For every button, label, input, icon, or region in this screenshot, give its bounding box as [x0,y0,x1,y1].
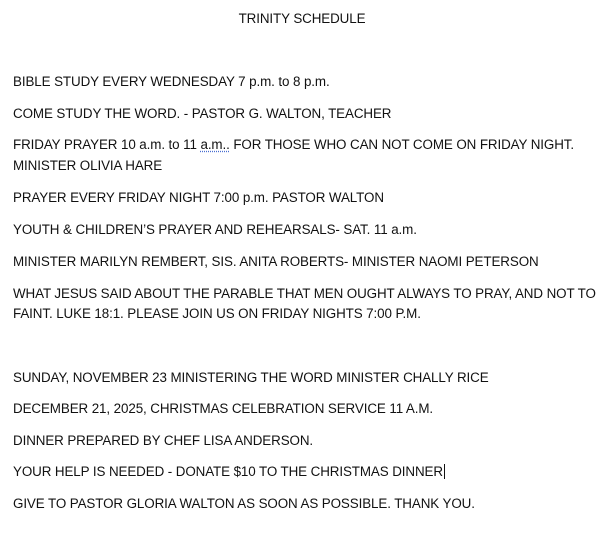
donate-text: YOUR HELP IS NEEDED - DONATE $10 TO THE CHRISTMAS DINNER [13,464,443,479]
dinner-line: DINNER PREPARED BY CHEF LISA ANDERSON. [13,433,314,448]
spellcheck-flag[interactable]: a.m.. [200,137,230,152]
document-title: TRINITY SCHEDULE [238,11,366,26]
donate-line [13,464,445,480]
parable-line: WHAT JESUS SAID ABOUT THE PARABLE THAT MEN OUGHT ALWAYS TO PRAY, AND NOT TO [13,286,596,301]
sunday-line: SUNDAY, NOVEMBER 23 MINISTERING THE WORD MINISTER CHALLY RICE [13,370,489,385]
text-cursor [444,464,445,479]
friday-prayer-line [13,137,574,153]
luke-line: FAINT. LUKE 18:1. PLEASE JOIN US ON FRIDAY NIGHTS 7:00 P.M. [13,306,421,321]
ministers-line: MINISTER MARILYN REMBERT, SIS. ANITA ROBERTS- MINISTER NAOMI PETERSON [13,254,539,269]
give-line: GIVE TO PASTOR GLORIA WALTON AS SOON AS POSSIBLE. THANK YOU. [13,496,475,511]
friday-night-prayer-line: PRAYER EVERY FRIDAY NIGHT 7:00 p.m. PASTOR WALTON [13,190,384,205]
minister-olivia-line: MINISTER OLIVIA HARE [13,158,163,173]
christmas-service-line: DECEMBER 21, 2025, CHRISTMAS CELEBRATION SERVICE 11 A.M. [13,401,434,416]
friday-prayer-text: FRIDAY PRAYER 10 a.m. to 11 [13,137,201,152]
bible-study-line: BIBLE STUDY EVERY WEDNESDAY 7 p.m. to 8 p.m. [13,74,330,89]
friday-prayer-text-rest: FOR THOSE WHO CAN NOT COME ON FRIDAY NIGHT. [229,137,575,152]
youth-rehearsals-line: YOUTH & CHILDREN’S PRAYER AND REHEARSALS- SAT. 11 a.m. [13,222,417,237]
come-study-line: COME STUDY THE WORD. - PASTOR G. WALTON, TEACHER [13,106,392,121]
